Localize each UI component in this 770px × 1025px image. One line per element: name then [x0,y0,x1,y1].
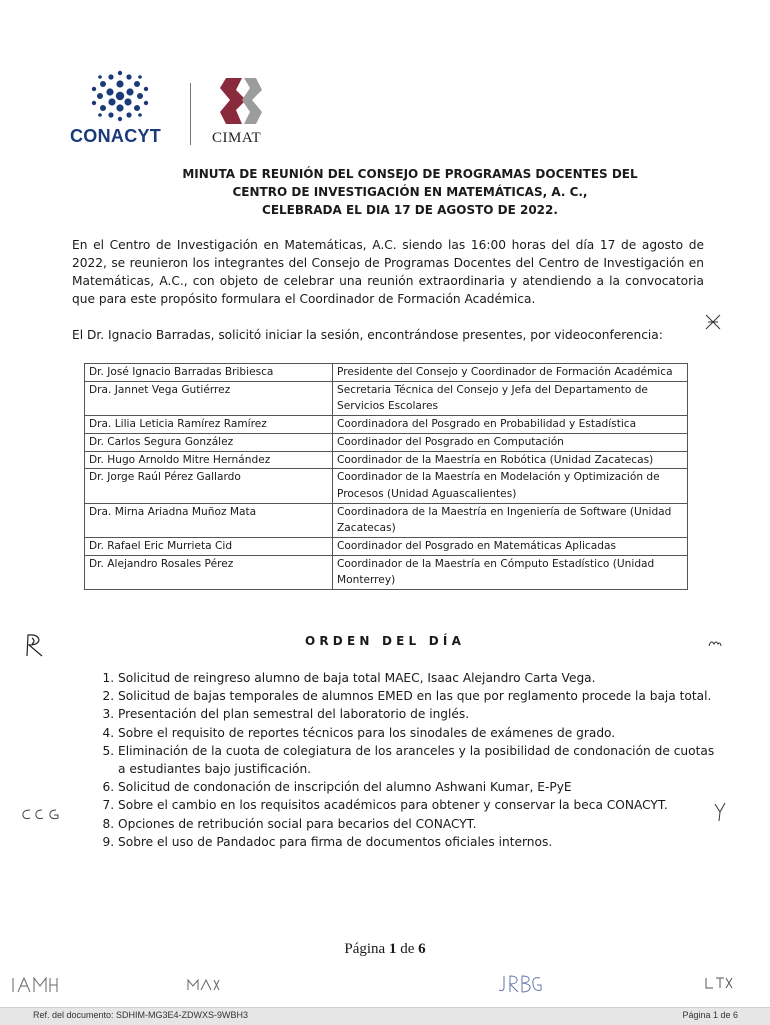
member-role: Coordinador de la Maestría en Cómputo Estadístico (Unidad Monterrey) [333,555,688,589]
member-name: Dr. Alejandro Rosales Pérez [85,555,333,589]
member-role: Coordinadora del Posgrado en Probabilidad y Estadística [333,416,688,434]
list-item: 6. Solicitud de condonación de inscripción del alumno Ashwani Kumar, E-PyE [118,778,723,796]
signature-initial-icon [704,976,734,990]
signature-initial-icon [24,632,46,658]
member-role: Secretaria Técnica del Consejo y Jefa del Departamento de Servicios Escolares [333,381,688,415]
title-line: CENTRO DE INVESTIGACIÓN EN MATEMÁTICAS, A. C., [232,185,588,199]
table-row [85,433,688,451]
member-name: Dra. Lilia Leticia Ramírez Ramírez [85,416,333,434]
footer-page-indicator: Página 1 de 6 [682,1010,738,1020]
table-row [85,416,688,434]
member-name: Dr. Carlos Segura González [85,433,333,451]
agenda-title: ORDEN DEL DÍA [304,634,466,648]
member-name: Dr. Jorge Raúl Pérez Gallardo [85,469,333,503]
signature-initial-icon [186,978,220,992]
cimat-logo-text: CIMAT [212,130,262,146]
table-row [85,469,688,503]
member-name: Dra. Mirna Ariadna Muñoz Mata [85,503,333,537]
conacyt-logo-text: CONACYT [70,126,162,146]
list-item: 5. Eliminación de la cuota de colegiatura de los aranceles y la posibilidad de condonación de cuotas a estudiantes bajo justificación. [118,742,723,778]
intro-paragraph: En el Centro de Investigación en Matemáticas, A.C. siendo las 16:00 horas del día 17 de agosto de 2022, se reunieron los integrantes del Consejo de Programas Docentes del Centro de Investigación en Matemáticas, A.C., con objeto de celebrar una reunión extraordinaria y atendiendo a la convocatoria que para este propósito formulara el Coordinador de Formación Académica. [72,238,704,306]
document-reference: Ref. del documento: SDHIM-MG3E4-ZDWXS-9WBH3 [33,1010,249,1020]
member-role: Coordinador de la Maestría en Modelación y Optimización de Procesos (Unidad Aguascalientes) [333,469,688,503]
signature-initial-icon [708,638,722,648]
logo-divider [190,83,191,145]
attendees-table [84,363,688,590]
table-row [85,538,688,556]
table-row [85,503,688,537]
member-name: Dr. José Ignacio Barradas Bribiesca [85,364,333,382]
member-role: Coordinadora de la Maestría en Ingeniería de Software (Unidad Zacatecas) [333,503,688,537]
member-name: Dr. Hugo Arnoldo Mitre Hernández [85,451,333,469]
signature-initial-icon [714,802,726,822]
table-row [85,555,688,589]
list-item: 9. Sobre el uso de Pandadoc para firma de documentos oficiales internos. [118,833,723,851]
signature-initial-icon [704,313,722,331]
member-role: Coordinador del Posgrado en Matemáticas Aplicadas [333,538,688,556]
list-item: 3. Presentación del plan semestral del laboratorio de inglés. [118,705,723,723]
signature-initial-icon [10,976,58,994]
opening-paragraph: El Dr. Ignacio Barradas, solicitó iniciar la sesión, encontrándose presentes, por videoconferencia: [72,328,663,342]
list-item: 2. Solicitud de bajas temporales de alumnos EMED en las que por reglamento procede la baja total. [118,687,723,705]
member-role: Coordinador del Posgrado en Computación [333,433,688,451]
page-total: 6 [418,941,426,957]
list-item: 1. Solicitud de reingreso alumno de baja total MAEC, Isaac Alejandro Carta Vega. [118,669,723,687]
title-line: MINUTA DE REUNIÓN DEL CONSEJO DE PROGRAMAS DOCENTES DEL [182,167,638,181]
signature-initial-icon [498,974,542,994]
cimat-logo-icon [214,72,264,130]
table-row [85,364,688,382]
document-title [120,165,700,219]
signature-initial-icon [20,806,64,822]
member-role: Coordinador de la Maestría en Robótica (Unidad Zacatecas) [333,451,688,469]
member-name: Dra. Jannet Vega Gutiérrez [85,381,333,415]
list-item: 7. Sobre el cambio en los requisitos académicos para obtener y conservar la beca CONACYT. [118,796,723,814]
page-of: de [400,941,415,957]
agenda-list [88,669,723,851]
member-role: Presidente del Consejo y Coordinador de Formación Académica [333,364,688,382]
page-label: Página [344,941,386,957]
page-current: 1 [388,941,397,957]
list-item: 4. Sobre el requisito de reportes técnicos para los sinodales de exámenes de grado. [118,724,723,742]
list-item: 8. Opciones de retribución social para becarios del CONACYT. [118,815,723,833]
title-line: CELEBRADA EL DIA 17 DE AGOSTO DE 2022. [262,203,558,217]
table-row [85,451,688,469]
member-name: Dr. Rafael Eric Murrieta Cid [85,538,333,556]
page-number [0,941,770,958]
table-row [85,381,688,415]
